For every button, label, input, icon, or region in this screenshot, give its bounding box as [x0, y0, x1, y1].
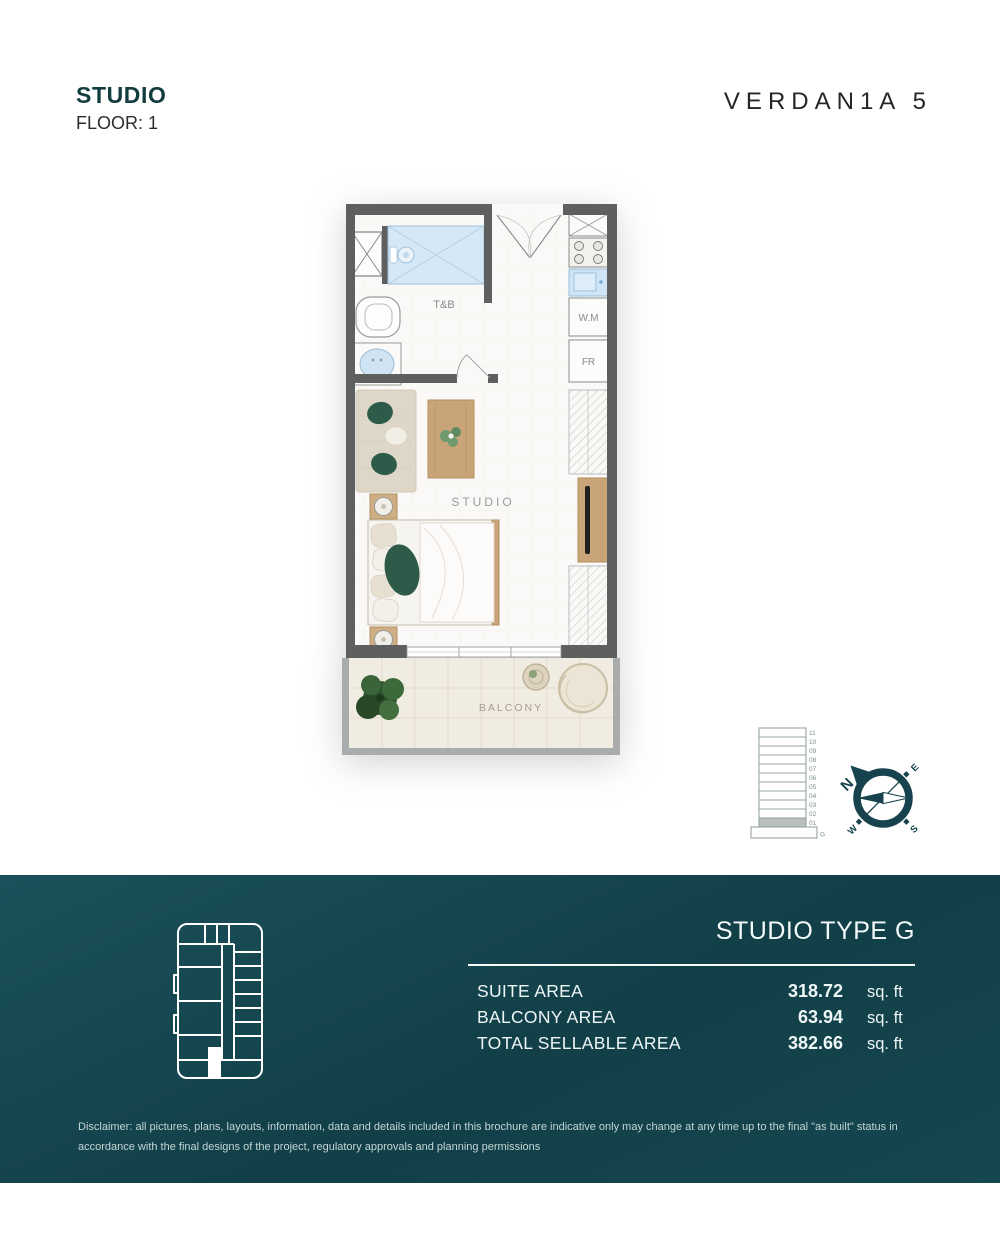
floor-number: 06	[809, 774, 817, 782]
balcony-table-icon	[523, 664, 549, 690]
kitchen-sink-icon	[569, 269, 608, 296]
washing-machine-label: W.M	[578, 313, 599, 324]
unit-type-title: STUDIO TYPE G	[715, 917, 915, 945]
ground-floor-label: G	[820, 831, 826, 839]
nightstand-top-icon	[370, 494, 397, 519]
area-unit: sq. ft	[867, 1009, 903, 1027]
toilet-icon	[356, 297, 400, 337]
floor-label: FLOOR: 1	[76, 113, 159, 133]
area-unit: sq. ft	[867, 1035, 903, 1053]
area-label: BALCONY AREA	[477, 1007, 616, 1027]
floor-number: 07	[809, 765, 817, 773]
fridge-label: FR	[581, 357, 596, 368]
floor-plan	[340, 198, 622, 760]
balcony-label: BALCONY	[478, 702, 544, 714]
floor-number: 09	[809, 747, 817, 755]
floor-number: 08	[809, 756, 817, 764]
studio-label: STUDIO	[451, 495, 515, 509]
highlighted-floor	[759, 818, 806, 827]
area-value: 318.72	[787, 981, 843, 1001]
balcony-window-icon	[407, 647, 561, 657]
table-row	[477, 1007, 927, 1033]
floor-number: 04	[809, 792, 817, 800]
floor-number: 05	[809, 783, 817, 791]
floor-number: 10	[809, 738, 817, 746]
balcony-group	[342, 658, 620, 755]
floor-number: 11	[809, 729, 816, 737]
coffee-table-icon	[428, 400, 474, 478]
tv-console-icon	[578, 478, 608, 562]
compass-north-label: N	[837, 775, 858, 795]
compass-icon	[827, 742, 939, 854]
area-value: 382.66	[787, 1033, 843, 1053]
floor-number: 01	[809, 819, 817, 827]
divider-rule	[468, 964, 915, 966]
area-label: SUITE AREA	[477, 981, 584, 1001]
compass-east-label: E	[909, 761, 922, 775]
key-plan-highlighted-unit	[208, 1047, 221, 1077]
bathroom-label: T&B	[433, 299, 455, 311]
area-unit: sq. ft	[867, 983, 903, 1001]
stove-icon	[569, 238, 608, 267]
area-label: TOTAL SELLABLE AREA	[477, 1033, 681, 1053]
page-title: STUDIO	[76, 82, 167, 108]
kitchen-group	[569, 214, 608, 382]
area-table	[477, 981, 927, 1059]
rug-icon	[356, 390, 416, 492]
floor-number: 03	[809, 801, 817, 809]
area-value: 63.94	[797, 1007, 843, 1027]
shower-icon	[388, 226, 484, 284]
key-plan-icon	[173, 919, 267, 1083]
balcony-chair-icon	[559, 664, 607, 713]
table-row	[477, 1033, 927, 1059]
brand-logo: VERDAN1A 5	[723, 88, 932, 115]
balcony-plant-icon	[356, 675, 404, 720]
floor-number: 02	[809, 810, 817, 818]
disclaimer-text: Disclaimer: all pictures, plans, layouts, information, data and details included in this brochure are indicative only may change at any time up to the final "as built" status in accordance with the final designs of the project, regulatory approvals and planning permissions	[78, 1121, 898, 1153]
compass-south-label: S	[908, 823, 921, 836]
table-row	[477, 981, 927, 1007]
footer-band	[0, 875, 1000, 1183]
compass-west-label: W	[845, 823, 861, 838]
